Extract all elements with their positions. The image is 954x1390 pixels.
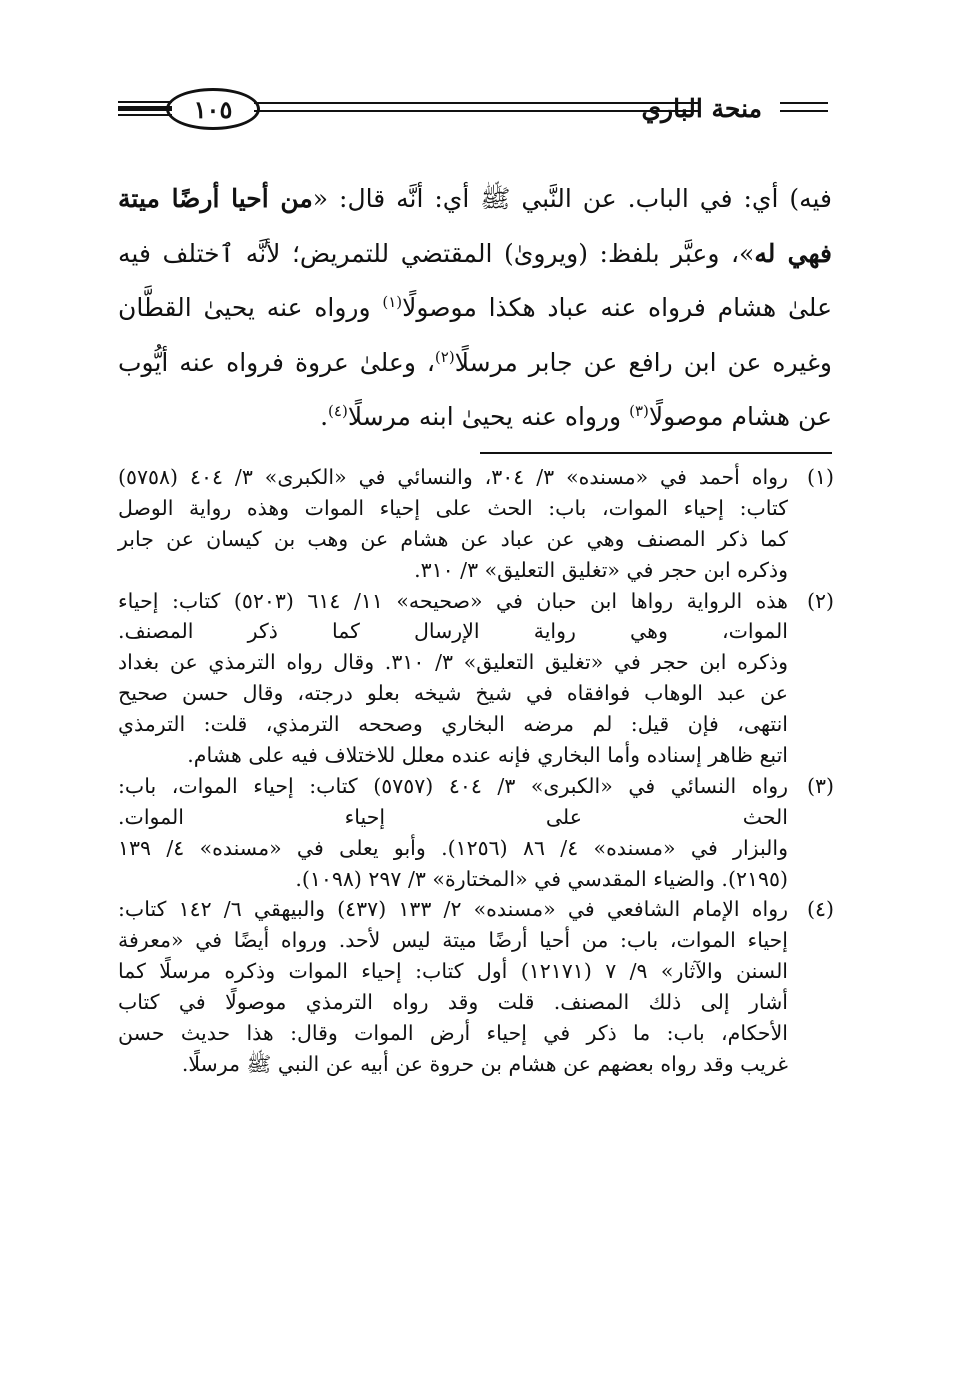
page-header	[118, 88, 828, 138]
page-number-badge	[166, 88, 260, 130]
footnote-line	[118, 802, 834, 833]
text-line	[118, 172, 832, 227]
footnote-line	[118, 771, 834, 802]
footnote-line	[118, 925, 834, 956]
text-segment: عن هشام موصولًا	[648, 402, 832, 431]
footnote-separator	[480, 452, 832, 454]
footnote-line	[118, 462, 834, 493]
footnote-marker: (١)	[806, 465, 834, 489]
footnote-text: وذكره ابن حجر في «تغليق التعليق» ٣/ ٣١٠. وقال رواه الترمذي عن بغداد	[118, 650, 788, 675]
main-text	[118, 172, 832, 445]
footnote-line	[118, 987, 834, 1018]
footnote-text: الحث على إحياء الموات.	[118, 804, 788, 829]
footnote-text: كما ذكر المصنف وهي عن عباد عن هشام عن وهب بن كيسان عن جابر	[118, 526, 788, 551]
header-rule-right-bottom	[780, 110, 828, 112]
header-rule-left-mid	[118, 106, 172, 111]
footnote-ref: (٤)	[328, 402, 348, 420]
text-segment: .	[320, 402, 329, 431]
footnote-line	[118, 1049, 834, 1080]
footnote-text: أشار إلى ذلك المصنف. قلت وقد رواه الترمذي موصولًا في كتاب	[118, 990, 788, 1015]
footnote-line	[118, 956, 834, 987]
text-segment: ، وعلىٰ عروة فرواه عنه أيُّوب	[118, 347, 435, 377]
header-rule-center-bottom	[254, 110, 698, 112]
header-rule-left-bottom	[118, 114, 172, 116]
footnote-line	[118, 524, 834, 555]
footnote-text: انتهى، فإن قيل: لم مرضه البخاري وصححه الترمذي، قلت: الترمذي	[118, 712, 788, 737]
footnote-text: رواه الإمام الشافعي في «مسنده» ٢/ ١٣٣ (٤٣٧) والبيهقي ٦/ ١٤٢ كتاب:	[118, 897, 788, 922]
footnote-text: الأحكام، باب: ما ذكر في إحياء أرض الموات وقال: هذا حديث حسن	[118, 1021, 788, 1046]
text-line	[118, 281, 832, 336]
footnote-ref: (٢)	[434, 347, 455, 366]
footnote-text: كتاب: إحياء الموات، باب: الحث على إحياء الموات وهذه رواية الوصل	[118, 495, 788, 520]
footnote-line	[118, 616, 834, 647]
header-rule-right-top	[780, 102, 828, 104]
text-segment: وغيره عن ابن رافع عن جابر مرسلًا	[454, 347, 832, 377]
footnote-line	[118, 647, 834, 678]
text-segment: ورواه عنه يحيىٰ القطَّان	[118, 293, 383, 322]
footnote-text: الموات، وهي رواية الإرسال كما ذكر المصنف.	[118, 619, 788, 644]
footnote-line	[118, 709, 834, 740]
footnote-line	[118, 740, 834, 771]
footnote-ref: (٣)	[629, 402, 649, 420]
footnote-text: والبزار في «مسنده» ٤/ ٨٦ (١٢٥٦). وأبو يعلى في «مسنده» ٤/ ١٣٩	[118, 835, 788, 860]
footnote-text: رواه النسائي في «الكبرى» ٣/ ٤٠٤ (٥٧٥٧) كتاب: إحياء الموات، باب:	[118, 773, 789, 798]
footnote-line	[118, 678, 834, 709]
footnote-text: هذه الرواية رواها ابن حبان في «صحيحه» ١١/ ٦١٤ (٥٢٠٣) كتاب: إحياء	[118, 588, 788, 613]
footnote-text: اتبع ظاهر إسناده وأما البخاري فإنه عنده معلل للاختلاف فيه على هشام.	[187, 743, 788, 768]
footnote-text: عن عبد الوهاب فوافقاه في شيخ شيخه بعلو درجته، وقال حسن صحيح	[118, 681, 788, 706]
text-segment: »، وعبَّر بلفظ: (ويروىٰ) المقتضي للتمريض؛ لأنَّه ٱختلف فيه	[118, 238, 755, 268]
text-line	[118, 227, 832, 282]
footnotes	[118, 462, 834, 1080]
header-rule-center-top	[254, 102, 698, 104]
footnote-line	[118, 555, 834, 586]
footnote-ref: (١)	[382, 293, 403, 311]
hadith-quote: من أحيا أرضًا ميتة	[118, 184, 313, 213]
footnote-line	[118, 864, 834, 895]
footnote-marker: (٢)	[806, 588, 834, 613]
footnote-text: السنن والآثار» ٩/ ٧ (١٢١٧١) أول كتاب: إحياء الموات وذكره مرسلًا كما	[118, 959, 789, 984]
footnote	[118, 771, 834, 895]
footnote-text: غريب وقد رواه بعضهم عن هشام بن حروة عن أبيه عن النبي ﷺ مرسلًا.	[181, 1051, 788, 1076]
footnote-text: إحياء الموات، باب: من أحيا أرضًا ميتة ليس لأحد. ورواه أيضًا في «معرفة	[118, 928, 788, 953]
footnote-line	[118, 1018, 834, 1049]
footnote-line	[118, 833, 834, 864]
text-line	[118, 390, 832, 445]
footnote	[118, 462, 834, 586]
footnote-marker: (٣)	[807, 773, 835, 798]
footnote-text: (٢١٩٥). والضياء المقدسي في «المختارة» ٣/ ٢٩٧ (١٠٩٨).	[295, 866, 788, 891]
header-rule-left-top	[118, 101, 172, 103]
footnote-line	[118, 894, 834, 925]
text-segment: علىٰ هشام فرواه عنه عباد هكذا موصولًا	[402, 293, 832, 322]
page-number: ١٠٥	[193, 94, 233, 124]
footnote-line	[118, 493, 834, 524]
text-segment: فيه) أي: في الباب. عن النَّبي ﷺ أي: أنَّه قال: «	[312, 184, 832, 213]
footnote	[118, 894, 834, 1079]
footnote-line	[118, 586, 834, 617]
footnote-text: وذكره ابن حجر في «تغليق التعليق» ٣/ ٣١٠.	[414, 557, 788, 582]
footnote	[118, 586, 834, 771]
text-line	[118, 336, 832, 391]
hadith-quote: فهي له	[754, 238, 832, 268]
text-segment: ورواه عنه يحيىٰ ابنه مرسلًا	[347, 402, 630, 431]
book-title: منحة الباري	[641, 94, 762, 123]
footnote-marker: (٤)	[806, 897, 834, 922]
footnote-text: رواه أحمد في «مسنده» ٣/ ٣٠٤، والنسائي في «الكبرى» ٣/ ٤٠٤ (٥٧٥٨)	[118, 465, 788, 489]
